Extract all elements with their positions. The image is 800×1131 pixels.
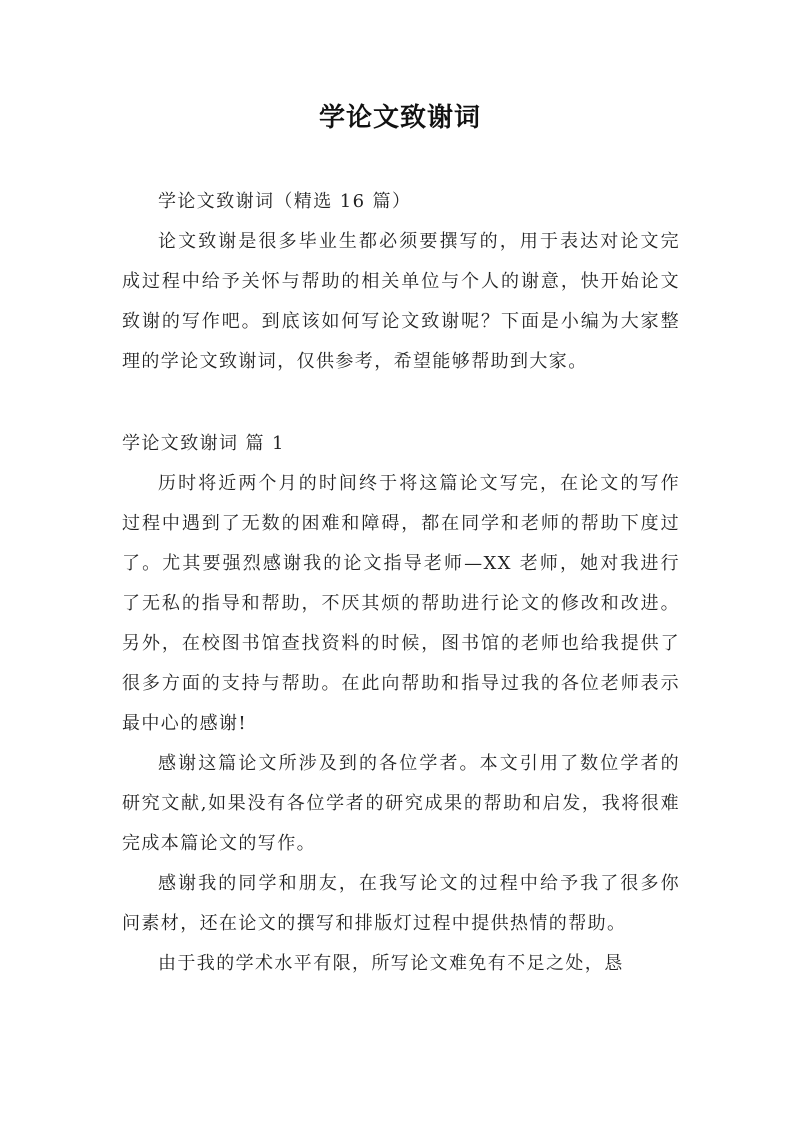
body-paragraph: 由于我的学术水平有限，所写论文难免有不足之处，恳 [158, 953, 624, 974]
body-paragraph: 感谢我的同学和朋友，在我写论文的过程中给予我了很多你问素材，还在论文的撰写和排版灯过程中提供热情的帮助。 [122, 873, 680, 934]
document-title: 学论文致谢词 [318, 103, 481, 133]
section-heading: 学论文致谢词 篇 1 [122, 433, 285, 454]
body-paragraph: 感谢这篇论文所涉及到的各位学者。本文引用了数位学者的研究文献,如果没有各位学者的研究成果的帮助和启发，我将很难完成本篇论文的写作。 [122, 753, 680, 854]
document-body [122, 182, 680, 984]
subtitle: 学论文致谢词（精选 16 篇） [158, 191, 412, 212]
body-paragraph: 历时将近两个月的时间终于将这篇论文写完，在论文的写作过程中遇到了无数的困难和障碍，都在同学和老师的帮助下度过了。尤其要强烈感谢我的论文指导老师—XX 老师，她对我进行了无私的指导和帮助，不厌其烦的帮助进行论文的修改和改进。另外，在校图书馆查找资料的时候，图书馆的老师也给我提供了很多方面的支持与帮助。在此向帮助和指导过我的各位老师表示最中心的感谢! [122, 473, 680, 734]
section-spacer [122, 382, 680, 424]
intro-paragraph: 论文致谢是很多毕业生都必须要撰写的，用于表达对论文完成过程中给予关怀与帮助的相关单位与个人的谢意，快开始论文致谢的写作吧。到底该如何写论文致谢呢？下面是小编为大家整理的学论文致谢词，仅供参考，希望能够帮助到大家。 [122, 231, 680, 372]
